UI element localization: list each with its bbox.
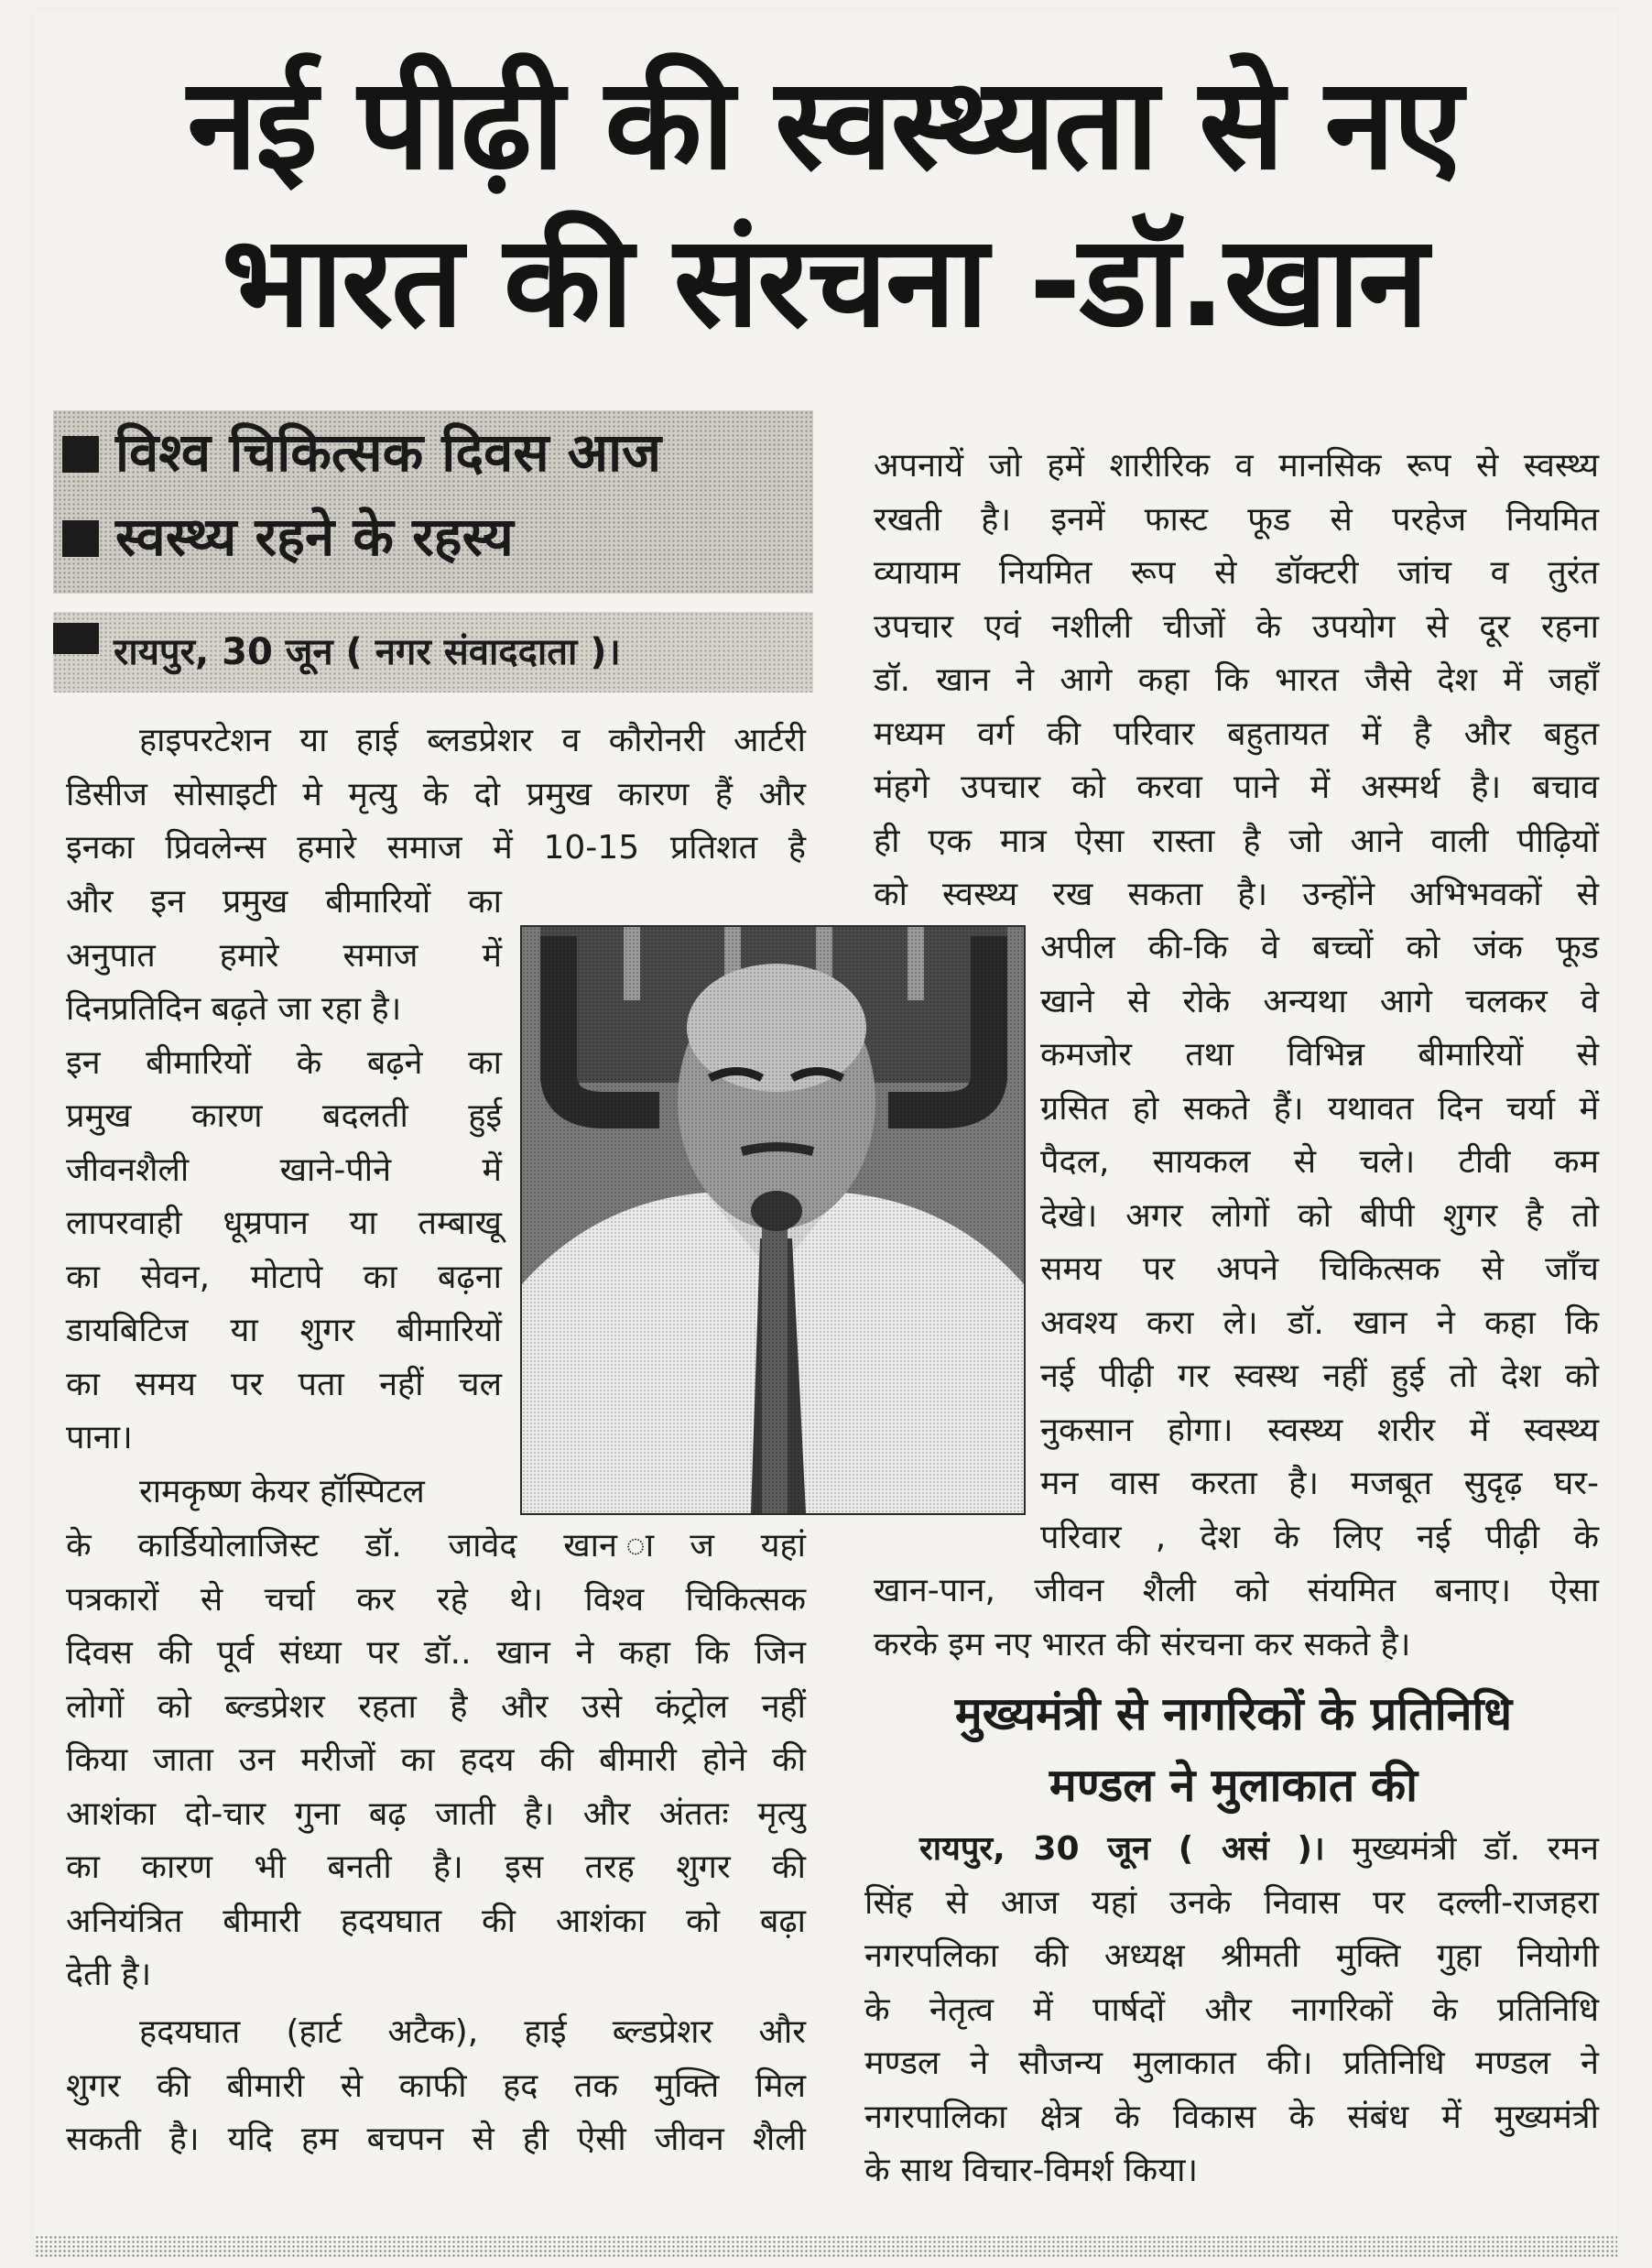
kicker-box xyxy=(53,410,813,594)
col2-paragraph-narrow: अपील की-कि वे बच्चों को जंक फूड खाने से रोके अन्यथा आगे चलकर वे कमजोर तथा विभिन्न बीमारियों से ग्रसित हो सकते हैं। यथावत दिन चर्या में पैदल, सायकल से चले। टीवी कम देखे। अगर लोगों को बीपी शुगर है तो समय पर अपने चिकित्सक से जाँच अवश्य करा ले। डॉ. खान ने कहा कि नई पीढ़ी गर स्वस्थ नहीं हुई तो देश को नुकसान होगा। स्वस्थ्य शरीर में स्वस्थ्य मन वास करता है। मजबूत सुदृढ़ घर- परिवार , देश के लिए नई पीढ़ी के xyxy=(1040,929,1599,1556)
headline-line-1: नई पीढ़ी की स्वस्थ्यता से नए xyxy=(187,50,1462,198)
second-story-dateline: रायपुर, 30 जून ( असं )। xyxy=(919,1830,1325,1868)
col2-paragraph-top: अपनायें जो हमें शारीरिक व मानसिक रूप से स्वस्थ्य रखती है। इनमें फास्ट फूड से परहेज नियमित व्यायाम नियमित रूप से डॉक्टरी जांच व तुरंत उपचार एवं नशीली चीजों के उपयोग से दूर रहना डॉ. खान ने आगे कहा कि भारत जैसे देश में जहाँ मध्यम वर्ग की परिवार बहुतायत में है और बहुत मंहगे उपचार को करवा पाने में अस्मर्थ है। बचाव ही एक मात्र ऐसा रास्ता है जो आने वाली पीढ़ियों को स्वस्थ्य रख सकता है। उन्होंने अभिभवकों से xyxy=(874,447,1599,913)
square-bullet-icon xyxy=(53,623,99,654)
square-bullet-icon xyxy=(62,520,99,557)
second-story-body: रायपुर, 30 जून ( असं )। मुख्यमंत्री डॉ. रमन सिंह से आज यहां उनके निवास पर दल्ली-राजहरा नगरपलिका की अध्यक्ष श्रीमती मुक्ति गुहा नियोगी के नेतृत्व में पार्षदों और नागरिकों के प्रतिनिधि मण्डल ने सौजन्य मुलाकात की। प्रतिनिधि मण्डल ने नगरपालिका क्षेत्र के विकास के संबंध में मुख्यमंत्री के साथ विचार-विमर्श किया। xyxy=(864,1830,1599,2189)
kicker-line-2: स्वस्थ्य रहने के रहस्य xyxy=(53,495,813,579)
second-story-headline-line-2: मण्डल ने मुलाकात की xyxy=(1049,1759,1418,1812)
col1-paragraph-1-top: हाइपरटेशन या हाई ब्लडप्रेशर व कौरोनरी आर्टरी डिसीज सोसाइटी मे मृत्यु के दो प्रमुख कारण हैं और इनका प्रिवलेन्स हमारे समाज में 10-15 प्रतिशत है xyxy=(66,722,806,867)
square-bullet-icon xyxy=(62,436,99,473)
col1-paragraph-2: के कार्डियोलाजिस्ट डॉ. जावेद खान ाज यहां पत्रकारों से चर्चा कर रहे थे। विश्व चिकित्सक दिवस की पूर्व संध्या पर डॉ.. खान ने कहा कि जिन लोगों को ब्ल्डप्रेशर रहता है और उसे कंट्रोल नहीं किया जाता उन मरीजों का हदय की बीमारी होने की आशंका दो-चार गुना बढ़ जाती है। और अंततः मृत्यु का कारण भी बनती है। इस तरह शुगर की अनियंत्रित बीमारी हदयघात की आशंका को बढ़ा देती है। xyxy=(66,1527,806,1993)
headline xyxy=(55,46,1593,361)
bottom-halftone-strip xyxy=(35,2235,1617,2257)
dateline: रायपुर, 30 जून ( नगर संवाददाता )। xyxy=(114,631,621,673)
doctor-portrait-image xyxy=(522,927,1024,1513)
second-story-headline-line-1: मुख्यमंत्री से नागरिकों के प्रतिनिधि xyxy=(954,1687,1513,1740)
second-story-headline xyxy=(863,1678,1604,1821)
col1-paragraph-1-narrow: और इन प्रमुख बीमारियों का अनुपात हमारे समाज में दिनप्रतिदिन बढ़ते जा रहा है। इन बीमारियों के बढ़ने का प्रमुख कारण बदलती हुई जीवनशैली खाने-पीने में लापरवाही धूम्रपान या तम्बाखू का सेवन, मोटापे का बढ़ना डायबिटिज या शुगर बीमारियों का समय पर पता नहीं चल पाना। xyxy=(66,883,502,1456)
col1-paragraph-2-narrow: रामकृष्ण केयर हॉस्पिटल xyxy=(139,1473,425,1510)
doctor-photo xyxy=(520,925,1026,1515)
headline-line-2: भारत की संरचना -डॉ.खान xyxy=(222,208,1427,355)
dateline-box xyxy=(53,612,813,692)
col1-paragraph-3: हदयघात (हार्ट अटैक), हाई ब्ल्डप्रेशर और शुगर की बीमारी से काफी हद तक मुक्ति मिल सकती है। यदि हम बचपन से ही ऐसी जीवन शैली xyxy=(66,2013,806,2158)
kicker-line-1: विश्व चिकित्सक दिवस आज xyxy=(53,410,813,495)
col2-paragraph-bottom: खान-पान, जीवन शैली को संयमित बनाए। ऐसा करके इम नए भारत की संरचना कर सकते है। xyxy=(874,1572,1599,1663)
